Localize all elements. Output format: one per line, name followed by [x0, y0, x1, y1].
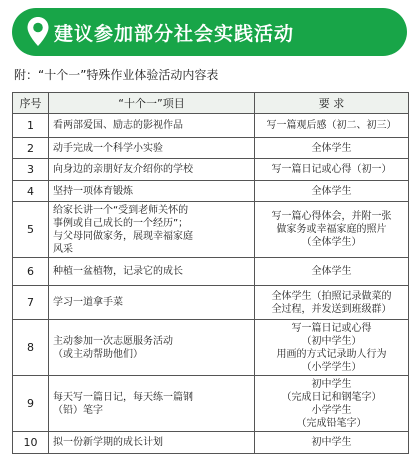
table-row: [13, 181, 409, 202]
table-row: [13, 138, 409, 159]
row-requirement: 全体学生（拍照记录做菜的 全过程，并发送到班级群）: [255, 286, 409, 320]
table-row: [13, 286, 409, 320]
table-row: [13, 159, 409, 181]
table-caption: 附：“十个一”特殊作业体验活动内容表: [14, 68, 219, 82]
table-row: [13, 202, 409, 258]
row-requirement: 全体学生: [255, 138, 409, 159]
table-row: [13, 114, 409, 138]
row-number: 4: [13, 181, 49, 202]
table-row: [13, 376, 409, 432]
header-project: “十个一”项目: [49, 93, 255, 114]
row-item: 主动参加一次志愿服务活动 （或主动帮助他们）: [49, 320, 255, 376]
row-requirement: 全体学生: [255, 181, 409, 202]
activity-table: [12, 92, 409, 454]
row-requirement: 写一篇日记或心得 （初中学生） 用画的方式记录助人行为 （小学学生）: [255, 320, 409, 376]
row-item: 动手完成一个科学小实验: [49, 138, 255, 159]
table-row: [13, 320, 409, 376]
row-item: 每天写一篇日记，每天练一篇钢 （铅）笔字: [49, 376, 255, 432]
header-number: 序号: [13, 93, 49, 114]
row-number: 8: [13, 320, 49, 376]
row-requirement: 全体学生: [255, 258, 409, 286]
row-requirement: 写一篇观后感（初二、初三）: [255, 114, 409, 138]
row-number: 9: [13, 376, 49, 432]
row-requirement: 初中学生: [255, 432, 409, 454]
row-number: 1: [13, 114, 49, 138]
row-item: 坚持一项体育锻炼: [49, 181, 255, 202]
location-pin-icon: [26, 16, 50, 48]
row-requirement: 初中学生 （完成日记和钢笔字） 小学学生 （完成铅笔字）: [255, 376, 409, 432]
table-header-row: [13, 93, 409, 114]
row-number: 5: [13, 202, 49, 258]
row-item: 种植一盆植物，记录它的成长: [49, 258, 255, 286]
row-number: 2: [13, 138, 49, 159]
table-row: [13, 258, 409, 286]
row-item: 学习一道拿手菜: [49, 286, 255, 320]
page-title: 建议参加部分社会实践活动: [54, 22, 295, 45]
row-number: 6: [13, 258, 49, 286]
row-item: 给家长讲一个“受到老师关怀的 事例或自己成长的一个经历”； 与父母同做家务，展现幸福家庭 风采: [49, 202, 255, 258]
row-number: 7: [13, 286, 49, 320]
row-item: 向身边的亲朋好友介绍你的学校: [49, 159, 255, 181]
header-requirement: 要 求: [255, 93, 409, 114]
row-requirement: 写一篇心得体会，并附一张 做家务或幸福家庭的照片 （全体学生）: [255, 202, 409, 258]
row-item: 拟一份新学期的成长计划: [49, 432, 255, 454]
title-banner: [12, 8, 407, 56]
row-item: 看两部爱国、励志的影视作品: [49, 114, 255, 138]
table-row: [13, 432, 409, 454]
row-requirement: 写一篇日记或心得（初一）: [255, 159, 409, 181]
row-number: 3: [13, 159, 49, 181]
row-number: 10: [13, 432, 49, 454]
